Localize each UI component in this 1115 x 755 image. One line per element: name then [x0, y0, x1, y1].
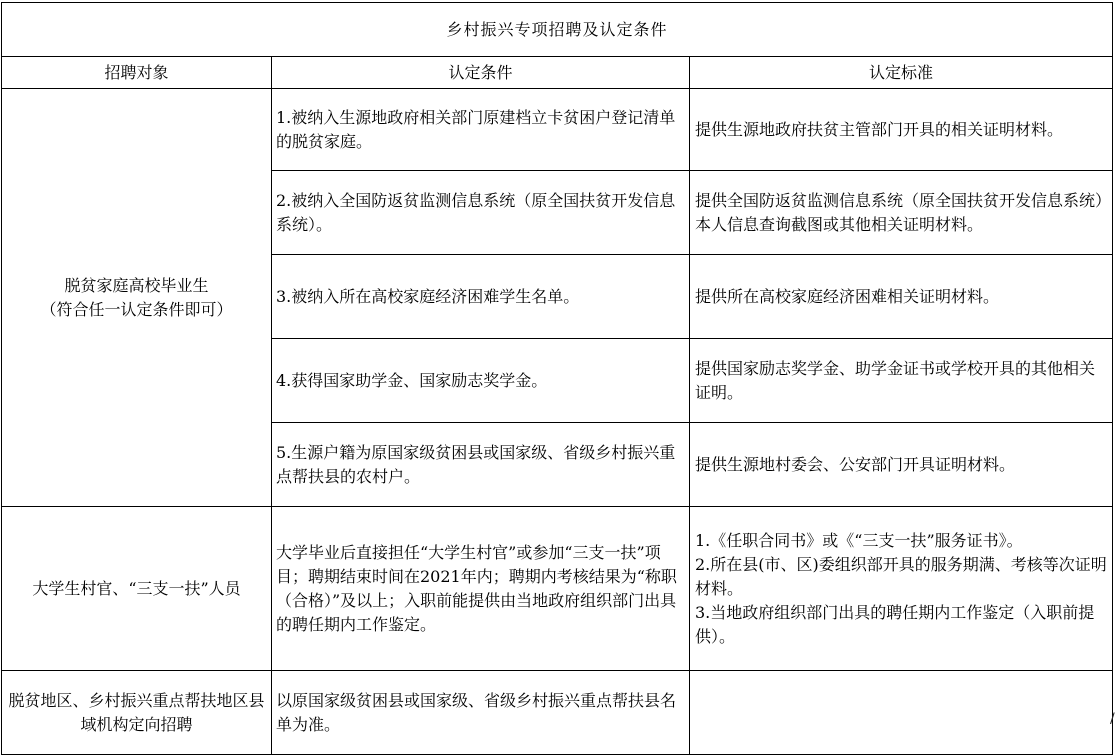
standard-line: 1.《任职合同书》或《“三支一扶”服务证书》。: [695, 530, 1023, 550]
table-row: [2, 671, 1113, 755]
condition-cell: 大学毕业后直接担任“大学生村官”或参加“三支一扶”项目；聘期结束时间在2021年内；聘期内考核结果为“称职（合格）”及以上；入职前能提供由当地政府组织部门出具的聘任期内工作鉴定。: [272, 507, 690, 671]
standard-cell: 提供生源地村委会、公安部门开具证明材料。: [690, 423, 1113, 507]
header-standards: 认定标准: [690, 57, 1113, 89]
table-title: 乡村振兴专项招聘及认定条件: [2, 3, 1113, 57]
standard-cell: 提供生源地政府扶贫主管部门开具的相关证明材料。: [690, 89, 1113, 171]
table-row: [2, 507, 1113, 671]
standard-cell: 提供国家励志奖学金、助学金证书或学校开具的其他相关证明。: [690, 339, 1113, 423]
standard-line: 3.当地政府组织部门出具的聘任期内工作鉴定（入职前提供）。: [695, 602, 1095, 646]
header-conditions: 认定条件: [272, 57, 690, 89]
slash-mark: /: [1110, 710, 1115, 727]
condition-cell: 5.生源户籍为原国家级贫困县或国家级、省级乡村振兴重点帮扶县的农村户。: [272, 423, 690, 507]
standard-cell: 提供全国防返贫监测信息系统（原全国扶贫开发信息系统）本人信息查询截图或其他相关证明材料。: [690, 171, 1113, 255]
table-row: [2, 89, 1113, 171]
condition-cell: 1.被纳入生源地政府相关部门原建档立卡贫困户登记清单的脱贫家庭。: [272, 89, 690, 171]
title-row: [2, 3, 1113, 57]
target-county-institutions: 脱贫地区、乡村振兴重点帮扶地区县域机构定向招聘: [2, 671, 272, 755]
recruitment-conditions-table: [1, 2, 1113, 755]
target-village-officials: 大学生村官、“三支一扶”人员: [2, 507, 272, 671]
header-target: 招聘对象: [2, 57, 272, 89]
standard-cell: [690, 507, 1113, 671]
target-line: （符合任一认定条件即可）: [40, 299, 233, 319]
condition-cell: 2.被纳入全国防返贫监测信息系统（原全国扶贫开发信息系统）。: [272, 171, 690, 255]
standard-cell: 提供所在高校家庭经济困难相关证明材料。: [690, 255, 1113, 339]
condition-cell: 3.被纳入所在高校家庭经济困难学生名单。: [272, 255, 690, 339]
condition-cell: 以原国家级贫困县或国家级、省级乡村振兴重点帮扶县名单为准。: [272, 671, 690, 755]
target-poverty-graduates: [2, 89, 272, 507]
standard-line: 2.所在县(市、区)委组织部开具的服务期满、考核等次证明材料。: [695, 554, 1107, 598]
target-line: 脱贫家庭高校毕业生: [64, 275, 209, 295]
header-row: [2, 57, 1113, 89]
condition-cell: 4.获得国家助学金、国家励志奖学金。: [272, 339, 690, 423]
standard-cell: [690, 671, 1113, 755]
